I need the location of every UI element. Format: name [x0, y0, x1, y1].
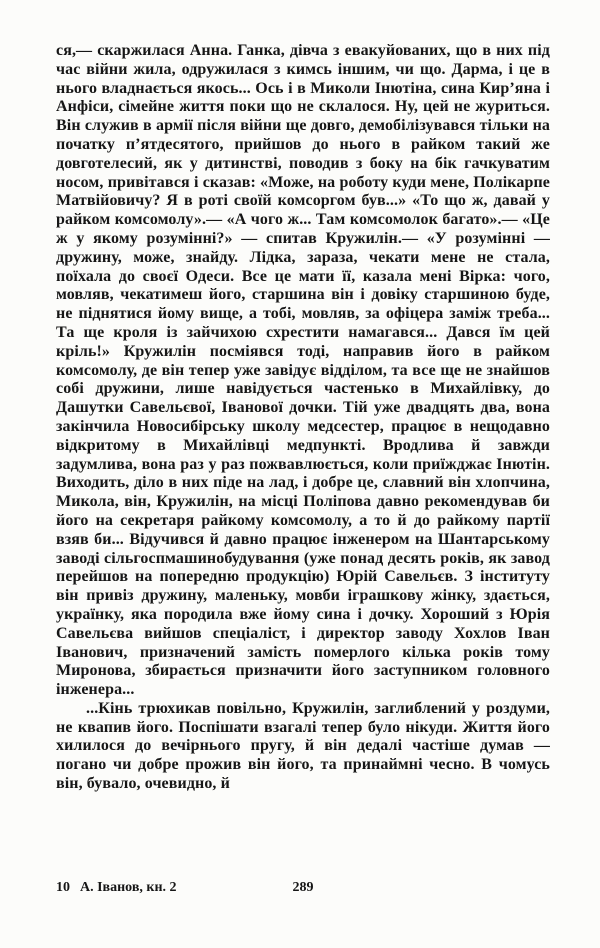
- paragraph: ...Кінь трюхикав повільно, Кружилін, заглиблений у роздуми, не квапив його. Поспішати взагалі тепер було нікуди. Життя його хилилося до вечірнього пругу, й він дедалі частіше думав — погано чи добре прожив він його, та принаймні чесно. В чомусь він, бувало, очевидно, й: [56, 699, 550, 793]
- signature-note: А. Іванов, кн. 2: [80, 880, 177, 895]
- page-text-block: [56, 42, 550, 794]
- signature-number: 10: [56, 880, 70, 895]
- paragraph-continuation: ся,— скаржилася Анна. Ганка, дівча з евакуйованих, що в них під час війни жила, одружилася з кимсь іншим, чи що. Дарма, і це в нього владнається якось... Ось і в Миколи Інютіна, сина Кир’яна і Анфіси, сімейне життя поки що не склалося. Ну, цей не журиться. Він служив в армії після війни ще довго, демобілізувався тільки на початку п’ятдесятого, прийшов до нього в райком такий же довготелесий, як у дитинстві, поводив з боку на бік гачкуватим носом, привітався і сказав: «Може, на роботу куди мене, Полікарпе Матвійовичу? Я в роті своїй комсоргом був...» «То що ж, давай у райком комсомолу».— «А чого ж... Там комсомолок багато».— «Це ж у якому розумінні?» — спитав Кружилін.— «У розумінні — дружину, може, знайду. Лідка, зараза, чекати мене не стала, поїхала до своєї Одеси. Все це мати її, казала мені Вірка: чого, мовляв, чекатимеш його, старшина він і довіку старшиною буде, не піднятися йому вище, а тобі, мовляв, за офіцера заміж треба... Та ще кроля із зайчихою схрестити намагався... Дався їм цей кріль!» Кружилін посміявся тоді, направив його в райком комсомолу, де він тепер уже завідує відділом, та все ще не знайшов собі дружини, лише навідується частенько в Михайлівку, до Дашутки Савельєвої, Іванової дочки. Тій уже двадцять два, вона закінчила Новосибірську школу медсестер, працює в нещодавно відкритому в Михайлівці медпункті. Вродлива й завжди задумлива, вона раз у раз пожвавлюється, коли приїжджає Інютін. Виходить, діло в них піде на лад, і добре це, славний він хлопчина, Микола, він, Кружилін, на місці Поліпова давно рекомендував би його на секретаря райкому комсомолу, а то й до райкому партії взяв би... Відучився й давно працює інженером на Шантарському заводі сільгоспмашинобудування (уже понад десять років, як завод перейшов на попередню продукцію) Юрій Савельєв. З інституту він привіз дружину, маленьку, мовби іграшкову жінку, здається, українку, яка породила вже йому сина і дочку. Хороший з Юрія Савельєва вийшов спеціаліст, і директор заводу Хохлов Іван Іванович, призначений замість померлого кілька років тому Миронова, збирається призначити його заступником головного інженера...: [56, 42, 550, 699]
- page-footer: [56, 878, 550, 898]
- page-number: 289: [292, 880, 314, 895]
